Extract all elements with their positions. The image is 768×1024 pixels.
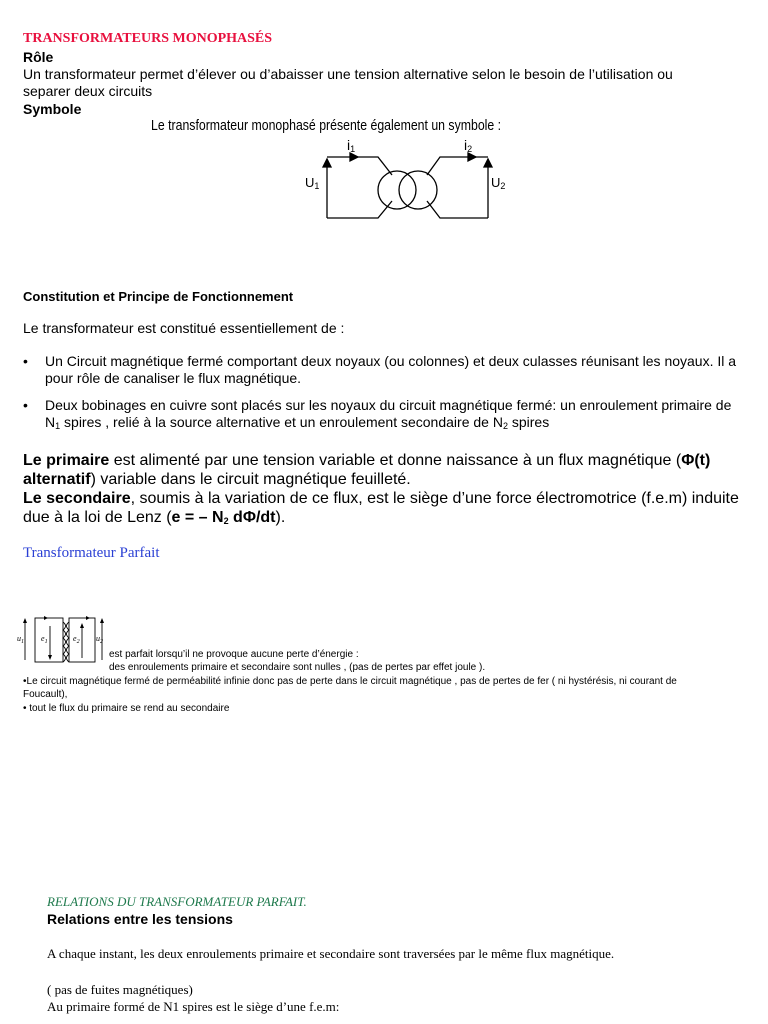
secondaire-paragraph: Le secondaire, soumis à la variation de ce flux, est le siège d’une force électromotrice (f.e.m) induite due à la loi de Lenz (e = – $N_2$ dΦ/dt). bbox=[23, 490, 739, 526]
constitution-heading: Constitution et Principe de Fonctionnement bbox=[23, 289, 294, 304]
bullet-list bbox=[23, 353, 743, 431]
role-heading: Rôle bbox=[23, 49, 54, 65]
symbol-caption: Le transformateur monophasé présente également un symbole : bbox=[151, 117, 502, 134]
list-item: • Deux bobinages en cuivre sont placés sur les noyaux du circuit magnétique fermé: un enroulement primaire de $N_1$ spires , relié à la source alternative et un enroulement secondaire de $N_2$ spires bbox=[23, 397, 732, 431]
constitution-intro: Le transformateur est constitué essentiellement de : bbox=[23, 320, 345, 336]
mini-label-u1: $u_1$ bbox=[17, 634, 24, 645]
parfait-line-2: des enroulements primaire et secondaire sont nulles , (pas de pertes par effet joule ). bbox=[109, 662, 486, 673]
bullet-dot: • bbox=[23, 353, 28, 369]
principle-text bbox=[23, 451, 743, 527]
primaire-paragraph: Le primaire est alimenté par une tension variable et donne naissance à un flux magnétique (Φ(t) alternatif) variable dans le circuit magnétique feuilleté. bbox=[23, 452, 711, 488]
tensions-heading: Relations entre les tensions bbox=[47, 911, 233, 927]
symbol-label-u2: $U_2$ bbox=[491, 175, 506, 191]
mini-label-e2: $e_2$ bbox=[73, 634, 80, 645]
parfait-line-1: est parfait lorsqu’il ne provoque aucune perte d’énergie : bbox=[109, 649, 359, 660]
parfait-heading: Transformateur Parfait bbox=[23, 545, 160, 561]
fem-text: Au primaire formé de N1 spires est le siège d’une f.e.m: bbox=[47, 999, 340, 1014]
bullet-dot: • bbox=[23, 397, 28, 413]
symbol-label-i2: $i_2$ bbox=[464, 137, 473, 154]
parfait-line-3: •Le circuit magnétique fermé de perméabilité infinie donc pas de perte dans le circuit magnétique , pas de pertes de fer ( ni hystérésis, ni courant de Foucault), bbox=[23, 676, 677, 700]
symbol-heading: Symbole bbox=[23, 101, 82, 117]
mini-label-e1: $e_1$ bbox=[41, 634, 48, 645]
symbol-label-u1: $U_1$ bbox=[305, 175, 320, 191]
parfait-line-4: • tout le flux du primaire se rend au secondaire bbox=[23, 703, 230, 714]
instant-text: A chaque instant, les deux enroulements primaire et secondaire sont traversées par le même flux magnétique. bbox=[47, 946, 615, 961]
fuites-text: ( pas de fuites magnétiques) bbox=[47, 982, 193, 997]
page-title: TRANSFORMATEURS MONOPHASÉS bbox=[23, 31, 273, 46]
role-text: Un transformateur permet d’élever ou d’abaisser une tension alternative selon le besoin de l’utilisation ou separer deux circuits bbox=[23, 66, 673, 99]
symbol-label-i1: $i_1$ bbox=[347, 137, 356, 154]
list-item: • Un Circuit magnétique fermé comportant deux noyaux (ou colonnes) et deux culasses réunisant les noyaux. Il a pour rôle de canaliser le flux magnétique. bbox=[23, 353, 737, 386]
relations-heading: RELATIONS DU TRANSFORMATEUR PARFAIT. bbox=[47, 894, 307, 909]
mini-label-u2: $u_2$ bbox=[96, 634, 103, 645]
transformer-symbol bbox=[300, 135, 520, 230]
